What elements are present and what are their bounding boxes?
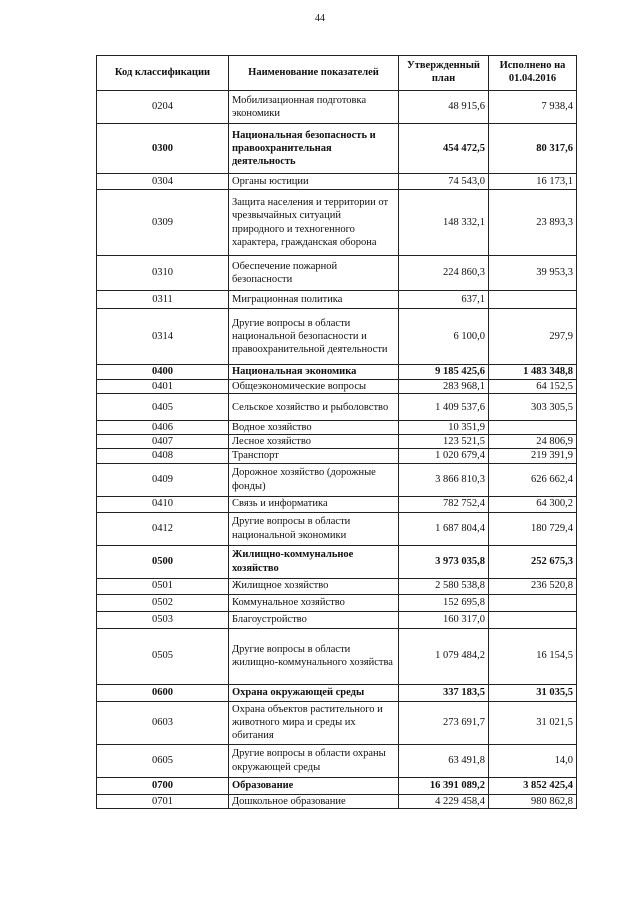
row-executed: 64 152,5 bbox=[489, 380, 577, 394]
header-executed: Исполнено на 01.04.2016 bbox=[489, 56, 577, 91]
row-executed: 23 893,3 bbox=[489, 190, 577, 256]
row-name: Дошкольное образование bbox=[229, 794, 399, 808]
header-name: Наименование показателей bbox=[229, 56, 399, 91]
row-executed: 180 729,4 bbox=[489, 512, 577, 545]
row-executed: 626 662,4 bbox=[489, 463, 577, 496]
row-plan: 10 351,9 bbox=[399, 421, 489, 435]
row-plan: 3 973 035,8 bbox=[399, 545, 489, 578]
table-row bbox=[97, 380, 577, 394]
row-name: Другие вопросы в области национальной экономики bbox=[229, 512, 399, 545]
row-name: Защита населения и территории от чрезвычайных ситуаций природного и техногенного характера, гражданская оборона bbox=[229, 190, 399, 256]
row-name: Водное хозяйство bbox=[229, 421, 399, 435]
row-plan: 224 860,3 bbox=[399, 256, 489, 291]
table-row bbox=[97, 309, 577, 365]
row-plan: 74 543,0 bbox=[399, 174, 489, 190]
table-row bbox=[97, 611, 577, 628]
table-row bbox=[97, 578, 577, 594]
row-code: 0410 bbox=[97, 496, 229, 512]
row-executed: 980 862,8 bbox=[489, 794, 577, 808]
row-code: 0401 bbox=[97, 380, 229, 394]
table-row bbox=[97, 190, 577, 256]
row-code: 0300 bbox=[97, 124, 229, 174]
row-name: Сельское хозяйство и рыболовство bbox=[229, 394, 399, 421]
row-name: Лесное хозяйство bbox=[229, 435, 399, 449]
row-name: Миграционная политика bbox=[229, 291, 399, 309]
row-executed: 3 852 425,4 bbox=[489, 777, 577, 794]
row-code: 0304 bbox=[97, 174, 229, 190]
row-code: 0407 bbox=[97, 435, 229, 449]
row-name: Другие вопросы в области жилищно-коммунального хозяйства bbox=[229, 628, 399, 684]
row-executed: 16 154,5 bbox=[489, 628, 577, 684]
table-row bbox=[97, 496, 577, 512]
page-number: 44 bbox=[315, 13, 325, 24]
row-plan: 637,1 bbox=[399, 291, 489, 309]
row-executed: 31 035,5 bbox=[489, 684, 577, 701]
table-row bbox=[97, 744, 577, 777]
row-executed: 14,0 bbox=[489, 744, 577, 777]
row-code: 0309 bbox=[97, 190, 229, 256]
table-row bbox=[97, 421, 577, 435]
row-plan: 152 695,8 bbox=[399, 594, 489, 611]
row-code: 0700 bbox=[97, 777, 229, 794]
row-name: Охрана объектов растительного и животного мира и среды их обитания bbox=[229, 701, 399, 744]
row-executed: 16 173,1 bbox=[489, 174, 577, 190]
row-executed: 252 675,3 bbox=[489, 545, 577, 578]
row-executed bbox=[489, 421, 577, 435]
row-plan: 3 866 810,3 bbox=[399, 463, 489, 496]
table-row bbox=[97, 545, 577, 578]
table-row bbox=[97, 365, 577, 380]
row-executed bbox=[489, 611, 577, 628]
table-header-row bbox=[97, 56, 577, 91]
row-name: Благоустройство bbox=[229, 611, 399, 628]
table-row bbox=[97, 435, 577, 449]
budget-table bbox=[96, 55, 577, 809]
table-row bbox=[97, 628, 577, 684]
row-plan: 9 185 425,6 bbox=[399, 365, 489, 380]
row-plan: 337 183,5 bbox=[399, 684, 489, 701]
header-plan: Утвержденный план bbox=[399, 56, 489, 91]
row-plan: 4 229 458,4 bbox=[399, 794, 489, 808]
row-code: 0406 bbox=[97, 421, 229, 435]
row-executed: 39 953,3 bbox=[489, 256, 577, 291]
row-name: Связь и информатика bbox=[229, 496, 399, 512]
row-code: 0701 bbox=[97, 794, 229, 808]
row-name: Жилищно-коммунальное хозяйство bbox=[229, 545, 399, 578]
row-plan: 2 580 538,8 bbox=[399, 578, 489, 594]
row-plan: 283 968,1 bbox=[399, 380, 489, 394]
row-plan: 1 020 679,4 bbox=[399, 449, 489, 463]
table-row bbox=[97, 256, 577, 291]
row-code: 0400 bbox=[97, 365, 229, 380]
row-name: Другие вопросы в области национальной безопасности и правоохранительной деятельности bbox=[229, 309, 399, 365]
row-plan: 1 687 804,4 bbox=[399, 512, 489, 545]
row-code: 0311 bbox=[97, 291, 229, 309]
row-code: 0408 bbox=[97, 449, 229, 463]
row-executed bbox=[489, 594, 577, 611]
table-row bbox=[97, 91, 577, 124]
row-code: 0603 bbox=[97, 701, 229, 744]
row-code: 0409 bbox=[97, 463, 229, 496]
row-plan: 6 100,0 bbox=[399, 309, 489, 365]
table-row bbox=[97, 684, 577, 701]
table-row bbox=[97, 463, 577, 496]
row-executed: 1 483 348,8 bbox=[489, 365, 577, 380]
row-name: Дорожное хозяйство (дорожные фонды) bbox=[229, 463, 399, 496]
table-row bbox=[97, 394, 577, 421]
table-row bbox=[97, 291, 577, 309]
table-row bbox=[97, 794, 577, 808]
row-code: 0505 bbox=[97, 628, 229, 684]
row-name: Национальная экономика bbox=[229, 365, 399, 380]
row-name: Транспорт bbox=[229, 449, 399, 463]
table-row bbox=[97, 449, 577, 463]
row-plan: 148 332,1 bbox=[399, 190, 489, 256]
row-code: 0502 bbox=[97, 594, 229, 611]
row-plan: 782 752,4 bbox=[399, 496, 489, 512]
row-name: Обеспечение пожарной безопасности bbox=[229, 256, 399, 291]
row-name: Образование bbox=[229, 777, 399, 794]
row-plan: 1 409 537,6 bbox=[399, 394, 489, 421]
table-row bbox=[97, 512, 577, 545]
table-row bbox=[97, 174, 577, 190]
row-plan: 123 521,5 bbox=[399, 435, 489, 449]
table-row bbox=[97, 594, 577, 611]
row-executed: 297,9 bbox=[489, 309, 577, 365]
row-name: Жилищное хозяйство bbox=[229, 578, 399, 594]
row-name: Другие вопросы в области охраны окружающей среды bbox=[229, 744, 399, 777]
row-code: 0204 bbox=[97, 91, 229, 124]
row-executed: 64 300,2 bbox=[489, 496, 577, 512]
row-name: Охрана окружающей среды bbox=[229, 684, 399, 701]
row-code: 0310 bbox=[97, 256, 229, 291]
row-executed: 236 520,8 bbox=[489, 578, 577, 594]
table-row bbox=[97, 124, 577, 174]
row-code: 0503 bbox=[97, 611, 229, 628]
row-name: Национальная безопасность и правоохранительная деятельность bbox=[229, 124, 399, 174]
row-plan: 16 391 089,2 bbox=[399, 777, 489, 794]
row-executed: 7 938,4 bbox=[489, 91, 577, 124]
row-name: Коммунальное хозяйство bbox=[229, 594, 399, 611]
row-executed: 31 021,5 bbox=[489, 701, 577, 744]
row-code: 0605 bbox=[97, 744, 229, 777]
row-plan: 63 491,8 bbox=[399, 744, 489, 777]
header-code: Код классификации bbox=[97, 56, 229, 91]
row-code: 0405 bbox=[97, 394, 229, 421]
row-name: Мобилизационная подготовка экономики bbox=[229, 91, 399, 124]
row-executed: 303 305,5 bbox=[489, 394, 577, 421]
row-code: 0500 bbox=[97, 545, 229, 578]
row-executed: 219 391,9 bbox=[489, 449, 577, 463]
row-plan: 454 472,5 bbox=[399, 124, 489, 174]
table-row bbox=[97, 701, 577, 744]
row-executed bbox=[489, 291, 577, 309]
row-executed: 80 317,6 bbox=[489, 124, 577, 174]
row-plan: 160 317,0 bbox=[399, 611, 489, 628]
row-code: 0412 bbox=[97, 512, 229, 545]
row-plan: 273 691,7 bbox=[399, 701, 489, 744]
row-executed: 24 806,9 bbox=[489, 435, 577, 449]
row-code: 0314 bbox=[97, 309, 229, 365]
row-plan: 1 079 484,2 bbox=[399, 628, 489, 684]
row-name: Органы юстиции bbox=[229, 174, 399, 190]
row-code: 0600 bbox=[97, 684, 229, 701]
row-plan: 48 915,6 bbox=[399, 91, 489, 124]
table-body bbox=[97, 91, 577, 809]
table-row bbox=[97, 777, 577, 794]
row-name: Общеэкономические вопросы bbox=[229, 380, 399, 394]
row-code: 0501 bbox=[97, 578, 229, 594]
